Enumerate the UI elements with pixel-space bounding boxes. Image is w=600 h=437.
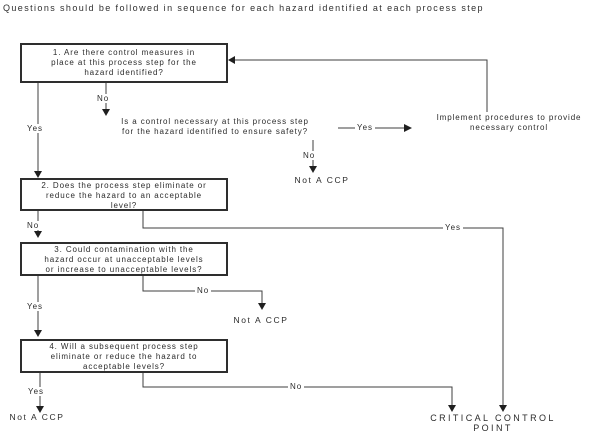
arrow-into-q2	[34, 171, 42, 178]
question-1-line: place at this process step for the	[51, 58, 197, 67]
implement-procedures-line: Implement procedures to provide	[436, 113, 582, 122]
question-3-line: hazard occur at unacceptable levels	[44, 255, 204, 264]
edge-label-q1-no: No	[97, 94, 110, 103]
edge-label-q2-yes: Yes	[445, 223, 462, 232]
question-4-line: eliminate or reduce the hazard to	[50, 352, 198, 361]
edge-label-control-no: No	[303, 151, 316, 160]
arrow-into-not-a-ccp-2	[258, 303, 266, 310]
question-2-line: 2. Does the process step eliminate or	[41, 181, 207, 190]
question-4-box	[20, 339, 228, 373]
control-necessary-line: Is a control necessary at this process step	[121, 117, 309, 126]
edge-label-q2-no: No	[27, 221, 40, 230]
arrow-into-control-question	[102, 109, 110, 116]
diagram-title: Questions should be followed in sequence for each hazard identified at each process step	[3, 3, 484, 13]
implement-procedures-line: necessary control	[470, 123, 548, 132]
question-3-line: 3. Could contamination with the	[54, 245, 194, 254]
ccp-line: POINT	[473, 423, 513, 433]
edge-label-q1-yes: Yes	[27, 124, 44, 133]
question-2-line: reduce the hazard to an acceptable	[45, 191, 203, 200]
arrow-into-not-a-ccp-1	[309, 166, 317, 173]
edge-label-control-yes: Yes	[357, 123, 374, 132]
question-2-line: level?	[110, 201, 138, 210]
edge-label-q4-no: No	[290, 382, 303, 391]
edge-label-q4-yes: Yes	[28, 387, 45, 396]
arrow-into-q4	[34, 330, 42, 337]
question-2-box	[20, 178, 228, 211]
arrow-into-implement	[404, 124, 412, 132]
question-4-line: 4. Will a subsequent process step	[49, 342, 199, 351]
arrow-back-into-q1	[228, 56, 235, 64]
arrow-into-q3	[34, 231, 42, 238]
critical-control-point-terminal	[400, 413, 586, 433]
question-3-line: or increase to unacceptable levels?	[45, 265, 203, 274]
question-1-line: 1. Are there control measures in	[52, 48, 196, 57]
arrow-q2yes-into-ccp	[499, 405, 507, 412]
arrow-q4no-into-ccp	[448, 405, 456, 412]
ccp-line: CRITICAL CONTROL	[430, 413, 556, 423]
not-a-ccp-terminal-2: Not A CCP	[233, 315, 289, 325]
edge-label-q3-no: No	[197, 286, 210, 295]
implement-procedures-text	[413, 113, 600, 133]
question-3-box	[20, 242, 228, 276]
control-necessary-question	[85, 117, 345, 137]
edge-label-q3-yes: Yes	[27, 302, 44, 311]
not-a-ccp-terminal-3: Not A CCP	[9, 412, 65, 422]
question-1-line: hazard identified?	[84, 68, 164, 77]
question-1-box	[20, 43, 228, 83]
control-necessary-line: for the hazard identified to ensure safety?	[122, 127, 308, 136]
not-a-ccp-terminal-1: Not A CCP	[294, 175, 350, 185]
question-4-line: acceptable levels?	[82, 362, 166, 371]
